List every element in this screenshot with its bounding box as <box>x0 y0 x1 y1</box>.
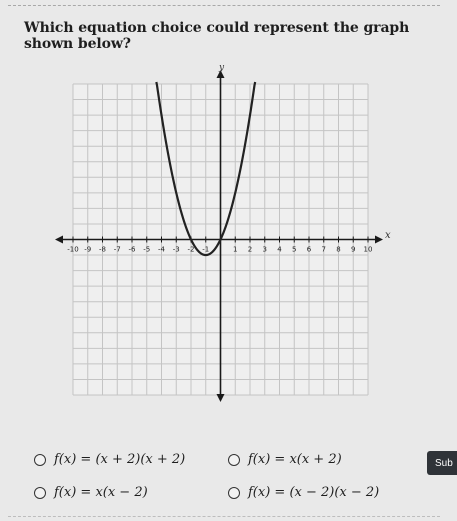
x-axis-arrow-left <box>55 236 63 244</box>
radio-button[interactable] <box>228 487 240 499</box>
x-tick-label: 5 <box>292 245 297 254</box>
x-tick-label: -10 <box>67 245 79 254</box>
y-axis-label: y <box>219 63 225 73</box>
x-tick-label: 4 <box>277 245 282 254</box>
x-tick-label: -2 <box>187 245 195 254</box>
x-tick-label: 9 <box>351 245 356 254</box>
x-axis-arrow-right <box>375 236 383 244</box>
radio-button[interactable] <box>34 487 46 499</box>
x-tick-label: 8 <box>336 245 341 254</box>
choice-1-label: f(x) = (x + 2)(x + 2) <box>54 452 186 467</box>
x-tick-label: 6 <box>306 245 312 254</box>
bottom-divider <box>8 516 440 517</box>
choice-1[interactable] <box>34 452 185 467</box>
choice-4-label: f(x) = (x − 2)(x − 2) <box>248 485 380 500</box>
submit-button[interactable]: Sub <box>427 451 457 475</box>
x-tick-label: -3 <box>172 245 180 254</box>
x-tick-label: 3 <box>262 245 267 254</box>
x-tick-label: -9 <box>84 245 92 254</box>
x-tick-label: -7 <box>113 245 121 254</box>
choice-2-label: f(x) = x(x + 2) <box>248 452 342 467</box>
x-tick-label: 1 <box>233 245 238 254</box>
radio-button[interactable] <box>34 454 46 466</box>
choice-3[interactable] <box>34 485 148 500</box>
x-tick-label: 7 <box>321 245 326 254</box>
radio-button[interactable] <box>228 454 240 466</box>
x-tick-label: -1 <box>202 245 210 254</box>
choice-4[interactable] <box>228 485 379 500</box>
choice-2[interactable] <box>228 452 342 467</box>
question-text: Which equation choice could represent the graph shown below? <box>24 20 410 52</box>
x-tick-label: 2 <box>247 245 253 254</box>
choice-3-label: f(x) = x(x − 2) <box>54 485 148 500</box>
x-tick-label: 10 <box>363 245 373 254</box>
x-tick-label: -8 <box>99 245 106 254</box>
x-tick-label: -5 <box>143 245 151 254</box>
x-tick-label: -4 <box>158 245 165 254</box>
y-axis-arrow-down <box>217 394 225 402</box>
x-tick-label: -6 <box>128 245 136 254</box>
x-axis-label: x <box>385 230 391 241</box>
